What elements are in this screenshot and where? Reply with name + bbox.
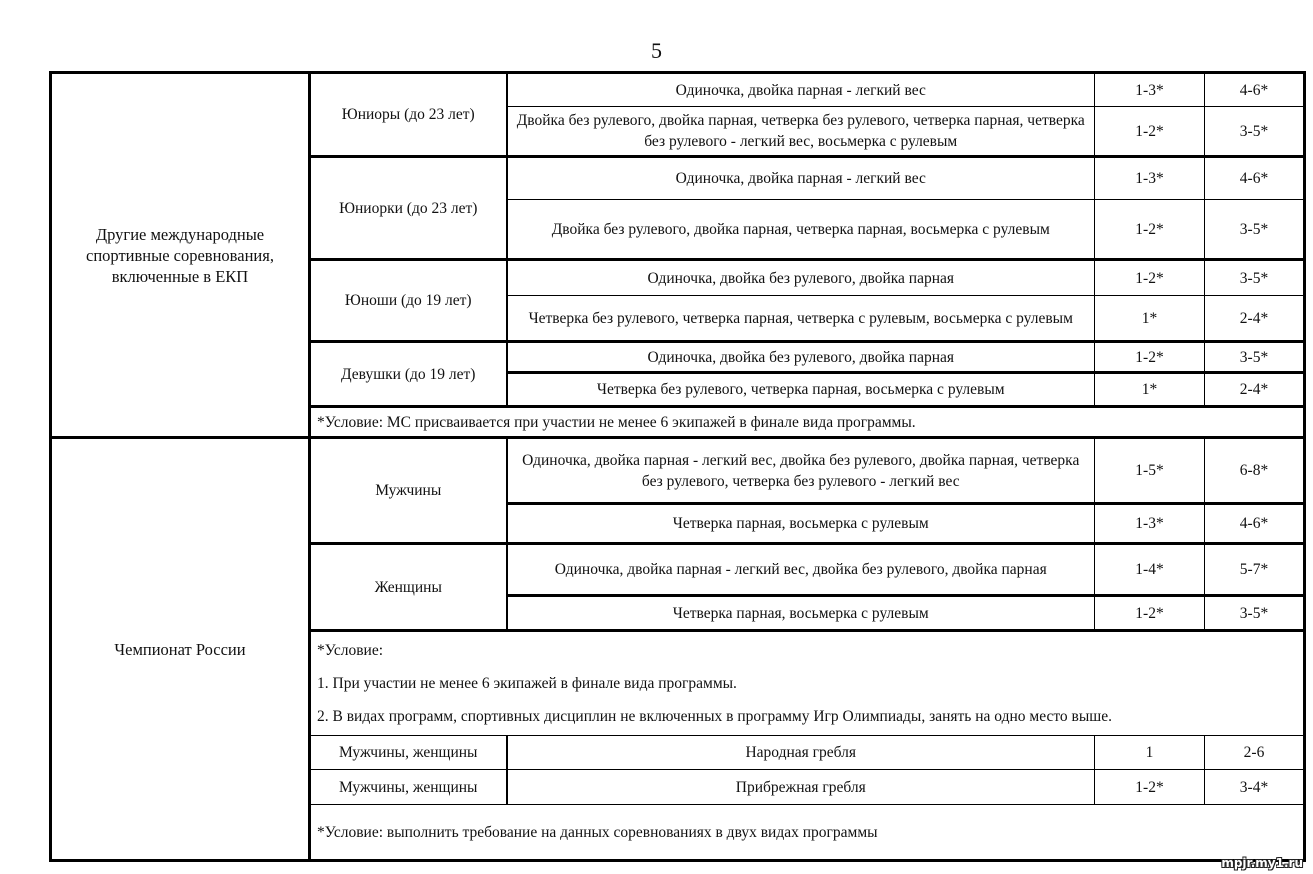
table-row bbox=[51, 438, 1305, 504]
program-cell: Четверка без рулевого, четверка парная, четверка с рулевым, восьмерка с рулевым bbox=[507, 296, 1095, 342]
kms-cell: 4-6* bbox=[1205, 504, 1305, 544]
rank-requirements-table bbox=[49, 71, 1306, 862]
ms-cell: 1-3* bbox=[1095, 504, 1205, 544]
ms-cell: 1-2* bbox=[1095, 770, 1205, 805]
program-cell: Двойка без рулевого, двойка парная, четверка парная, восьмерка с рулевым bbox=[507, 200, 1095, 260]
watermark: mpjr.my1.ru bbox=[1221, 856, 1303, 870]
kms-cell: 3-5* bbox=[1205, 260, 1305, 296]
kms-cell: 4-6* bbox=[1205, 73, 1305, 107]
ms-cell: 1-2* bbox=[1095, 260, 1205, 296]
ms-cell: 1-2* bbox=[1095, 107, 1205, 157]
group-name: Мужчины, женщины bbox=[310, 770, 507, 805]
program-cell: Двойка без рулевого, двойка парная, четверка без рулевого, четверка парная, четверка без рулевого - легкий вес, восьмерка с рулевым bbox=[507, 107, 1095, 157]
ms-cell: 1-2* bbox=[1095, 596, 1205, 631]
kms-cell: 4-6* bbox=[1205, 157, 1305, 200]
group-name: Девушки (до 19 лет) bbox=[310, 342, 507, 407]
program-cell: Одиночка, двойка без рулевого, двойка парная bbox=[507, 260, 1095, 296]
group-name: Женщины bbox=[310, 544, 507, 631]
program-cell: Народная гребля bbox=[507, 736, 1095, 770]
ms-cell: 1* bbox=[1095, 373, 1205, 407]
page-number: 5 bbox=[651, 38, 662, 63]
program-cell: Четверка без рулевого, четверка парная, восьмерка с рулевым bbox=[507, 373, 1095, 407]
group-name: Мужчины bbox=[310, 438, 507, 544]
condition-note: *Условие: МС присваивается при участии не менее 6 экипажей в финале вида программы. bbox=[310, 407, 1305, 438]
kms-cell: 2-6 bbox=[1205, 736, 1305, 770]
kms-cell: 5-7* bbox=[1205, 544, 1305, 596]
condition-note-line: 1. При участии не менее 6 экипажей в финале вида программы. bbox=[317, 675, 737, 692]
kms-cell: 3-4* bbox=[1205, 770, 1305, 805]
group-name: Мужчины, женщины bbox=[310, 736, 507, 770]
program-cell: Четверка парная, восьмерка с рулевым bbox=[507, 596, 1095, 631]
program-cell: Одиночка, двойка парная - легкий вес, двойка без рулевого, двойка парная, четверка без рулевого, четверка без рулевого - легкий вес bbox=[507, 438, 1095, 504]
final-condition-note: *Условие: выполнить требование на данных соревнованиях в двух видах программы bbox=[310, 805, 1305, 861]
program-cell: Четверка парная, восьмерка с рулевым bbox=[507, 504, 1095, 544]
kms-cell: 2-4* bbox=[1205, 373, 1305, 407]
ms-cell: 1-5* bbox=[1095, 438, 1205, 504]
group-name: Юниорки (до 23 лет) bbox=[310, 157, 507, 260]
kms-cell: 3-5* bbox=[1205, 107, 1305, 157]
condition-note-line: 2. В видах программ, спортивных дисциплин не включенных в программу Игр Олимпиады, занять на одно место выше. bbox=[317, 708, 1112, 725]
program-cell: Одиночка, двойка без рулевого, двойка парная bbox=[507, 342, 1095, 373]
ms-cell: 1-4* bbox=[1095, 544, 1205, 596]
group-name: Юноши (до 19 лет) bbox=[310, 260, 507, 342]
competition-title: Чемпионат России bbox=[51, 438, 310, 861]
kms-cell: 3-5* bbox=[1205, 200, 1305, 260]
ms-cell: 1-2* bbox=[1095, 342, 1205, 373]
kms-cell: 6-8* bbox=[1205, 438, 1305, 504]
group-name: Юниоры (до 23 лет) bbox=[310, 73, 507, 157]
condition-note-block bbox=[310, 631, 1305, 736]
ms-cell: 1-3* bbox=[1095, 73, 1205, 107]
ms-cell: 1-2* bbox=[1095, 200, 1205, 260]
program-cell: Прибрежная гребля bbox=[507, 770, 1095, 805]
table-row bbox=[51, 73, 1305, 107]
ms-cell: 1-3* bbox=[1095, 157, 1205, 200]
ms-cell: 1* bbox=[1095, 296, 1205, 342]
ms-cell: 1 bbox=[1095, 736, 1205, 770]
competition-title: Другие международные спортивные соревнования, включенные в ЕКП bbox=[51, 73, 310, 438]
program-cell: Одиночка, двойка парная - легкий вес bbox=[507, 73, 1095, 107]
program-cell: Одиночка, двойка парная - легкий вес bbox=[507, 157, 1095, 200]
kms-cell: 3-5* bbox=[1205, 342, 1305, 373]
kms-cell: 2-4* bbox=[1205, 296, 1305, 342]
kms-cell: 3-5* bbox=[1205, 596, 1305, 631]
program-cell: Одиночка, двойка парная - легкий вес, двойка без рулевого, двойка парная bbox=[507, 544, 1095, 596]
condition-note-line: *Условие: bbox=[317, 642, 384, 659]
